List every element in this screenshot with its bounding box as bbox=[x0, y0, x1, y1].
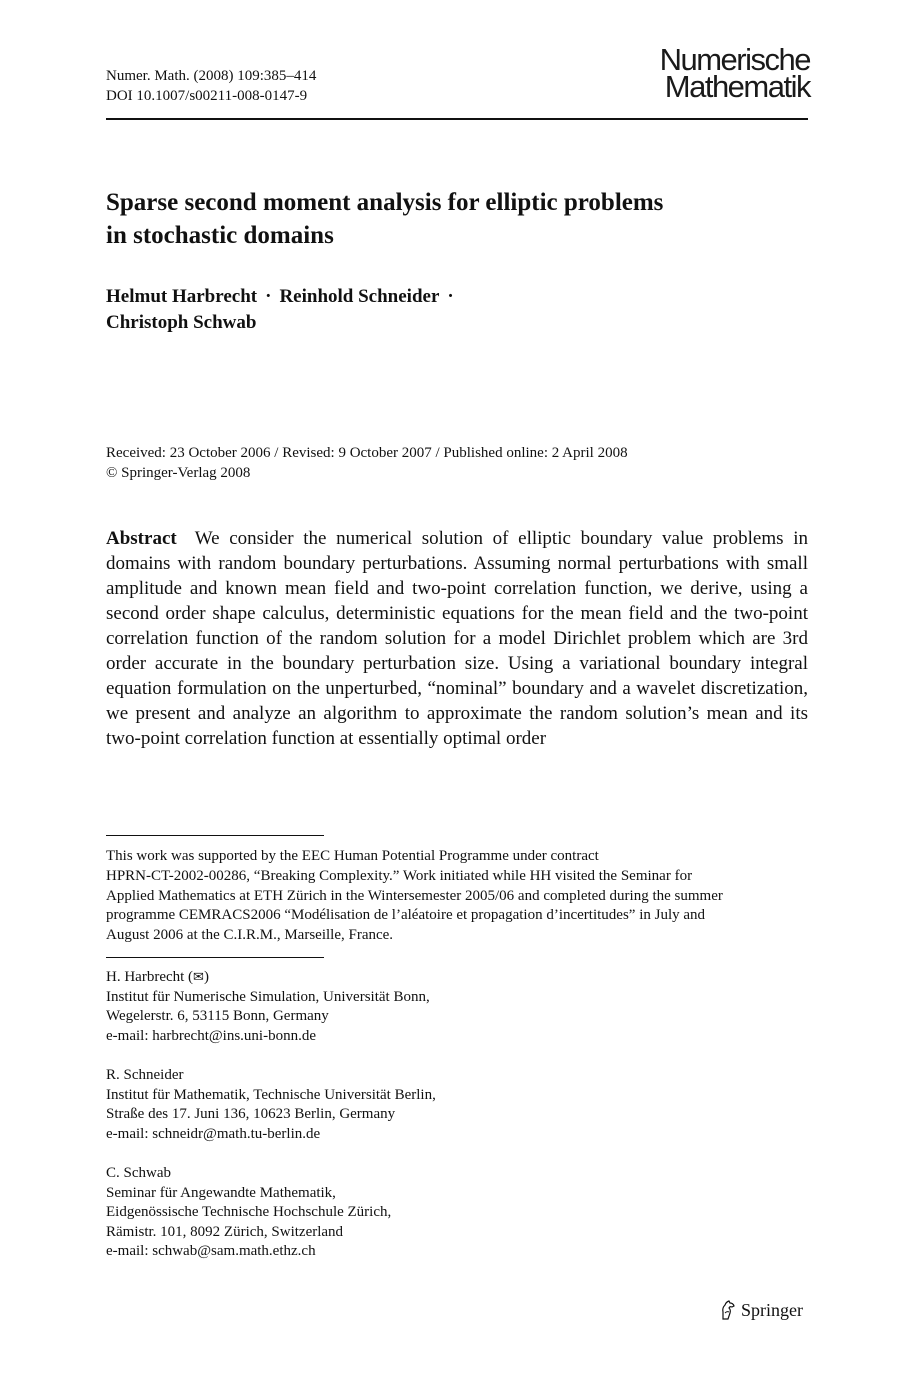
footnote-line: HPRN-CT-2002-00286, “Breaking Complexity.” Work initiated while HH visited the Seminar for bbox=[106, 867, 693, 884]
citation: Numer. Math. (2008) 109:385–414 bbox=[106, 68, 317, 84]
author-separator: · bbox=[447, 286, 454, 307]
publisher-name: Springer bbox=[741, 1300, 803, 1320]
footnote-line: This work was supported by the EEC Human Potential Programme under contract bbox=[106, 848, 599, 864]
affiliation-line: Straße des 17. Juni 136, 10623 Berlin, Germany bbox=[106, 1106, 396, 1123]
author-name: Reinhold Schneider bbox=[279, 286, 440, 307]
author-separator: · bbox=[265, 286, 272, 307]
affiliation-name: C. Schwab bbox=[106, 1165, 171, 1181]
author-name: Helmut Harbrecht bbox=[106, 286, 258, 307]
affiliation-email: e-mail: harbrecht@ins.uni-bonn.de bbox=[106, 1027, 316, 1044]
envelope-icon: ✉ bbox=[193, 970, 204, 985]
publisher-logo bbox=[720, 1298, 803, 1322]
copyright-line: © Springer-Verlag 2008 bbox=[106, 465, 251, 481]
journal-name-line2: Mathematik bbox=[664, 69, 810, 104]
author-name: Christoph Schwab bbox=[106, 312, 257, 333]
journal-logo bbox=[640, 42, 810, 104]
affiliation-line: Eidgenössische Technische Hochschule Zürich, bbox=[106, 1204, 392, 1221]
affiliation-email: e-mail: schneidr@math.tu-berlin.de bbox=[106, 1125, 321, 1142]
footnote-line: programme CEMRACS2006 “Modélisation de l’aléatoire et propagation d’incertitudes” in July and bbox=[106, 907, 706, 924]
doi: DOI 10.1007/s00211-008-0147-9 bbox=[106, 88, 308, 104]
affiliation-schwab bbox=[106, 1164, 391, 1262]
title-line2: in stochastic domains bbox=[106, 222, 334, 249]
affiliation-email: e-mail: schwab@sam.math.ethz.ch bbox=[106, 1243, 316, 1260]
citation-block bbox=[106, 66, 316, 106]
journal-name-line1: Numerische bbox=[659, 42, 810, 77]
abstract bbox=[106, 526, 808, 751]
affiliation-line: Rämistr. 101, 8092 Zürich, Switzerland bbox=[106, 1223, 344, 1240]
affiliation-rule bbox=[106, 957, 324, 958]
springer-horse-icon bbox=[720, 1300, 736, 1320]
abstract-label: Abstract bbox=[106, 528, 177, 549]
footnote-line: August 2006 at the C.I.R.M., Marseille, France. bbox=[106, 927, 394, 944]
affiliation-line: Institut für Numerische Simulation, Universität Bonn, bbox=[106, 988, 430, 1005]
affiliation-name: R. Schneider bbox=[106, 1067, 184, 1083]
affiliation-name: H. Harbrecht (✉) bbox=[106, 969, 209, 985]
header-rule bbox=[106, 118, 808, 120]
footnote-rule bbox=[106, 835, 324, 836]
dates-line: Received: 23 October 2006 / Revised: 9 October 2007 / Published online: 2 April 2008 bbox=[106, 445, 628, 461]
affiliation-line: Seminar für Angewandte Mathematik, bbox=[106, 1184, 336, 1201]
affiliation-line: Institut für Mathematik, Technische Universität Berlin, bbox=[106, 1086, 436, 1103]
affiliation-line: Wegelerstr. 6, 53115 Bonn, Germany bbox=[106, 1008, 329, 1025]
funding-footnote bbox=[106, 847, 808, 946]
author-list bbox=[106, 284, 808, 336]
footnote-line: Applied Mathematics at ETH Zürich in the Wintersemester 2005/06 and completed during the summer bbox=[106, 887, 723, 904]
affiliation-harbrecht bbox=[106, 968, 430, 1046]
publication-history bbox=[106, 443, 628, 483]
affiliation-schneider bbox=[106, 1066, 436, 1144]
abstract-text: We consider the numerical solution of elliptic boundary value problems in domains with random boundary perturbations. Assuming normal perturbations with small amplitude and known mean field and two-point correlation function, we derive, using a second order shape calculus, deterministic equations for the mean field and the two-point correlation function of the random solution for a model Dirichlet problem which are 3rd order accurate in the boundary perturbation size. Using a variational boundary integral equation formulation on the unperturbed, “nominal” boundary and a wavelet discretization, we present and analyze an algorithm to approximate the random solution’s mean and its two-point correlation function at essentially optimal order bbox=[106, 528, 808, 749]
title-line1: Sparse second moment analysis for elliptic problems bbox=[106, 189, 664, 216]
paper-title bbox=[106, 186, 808, 252]
